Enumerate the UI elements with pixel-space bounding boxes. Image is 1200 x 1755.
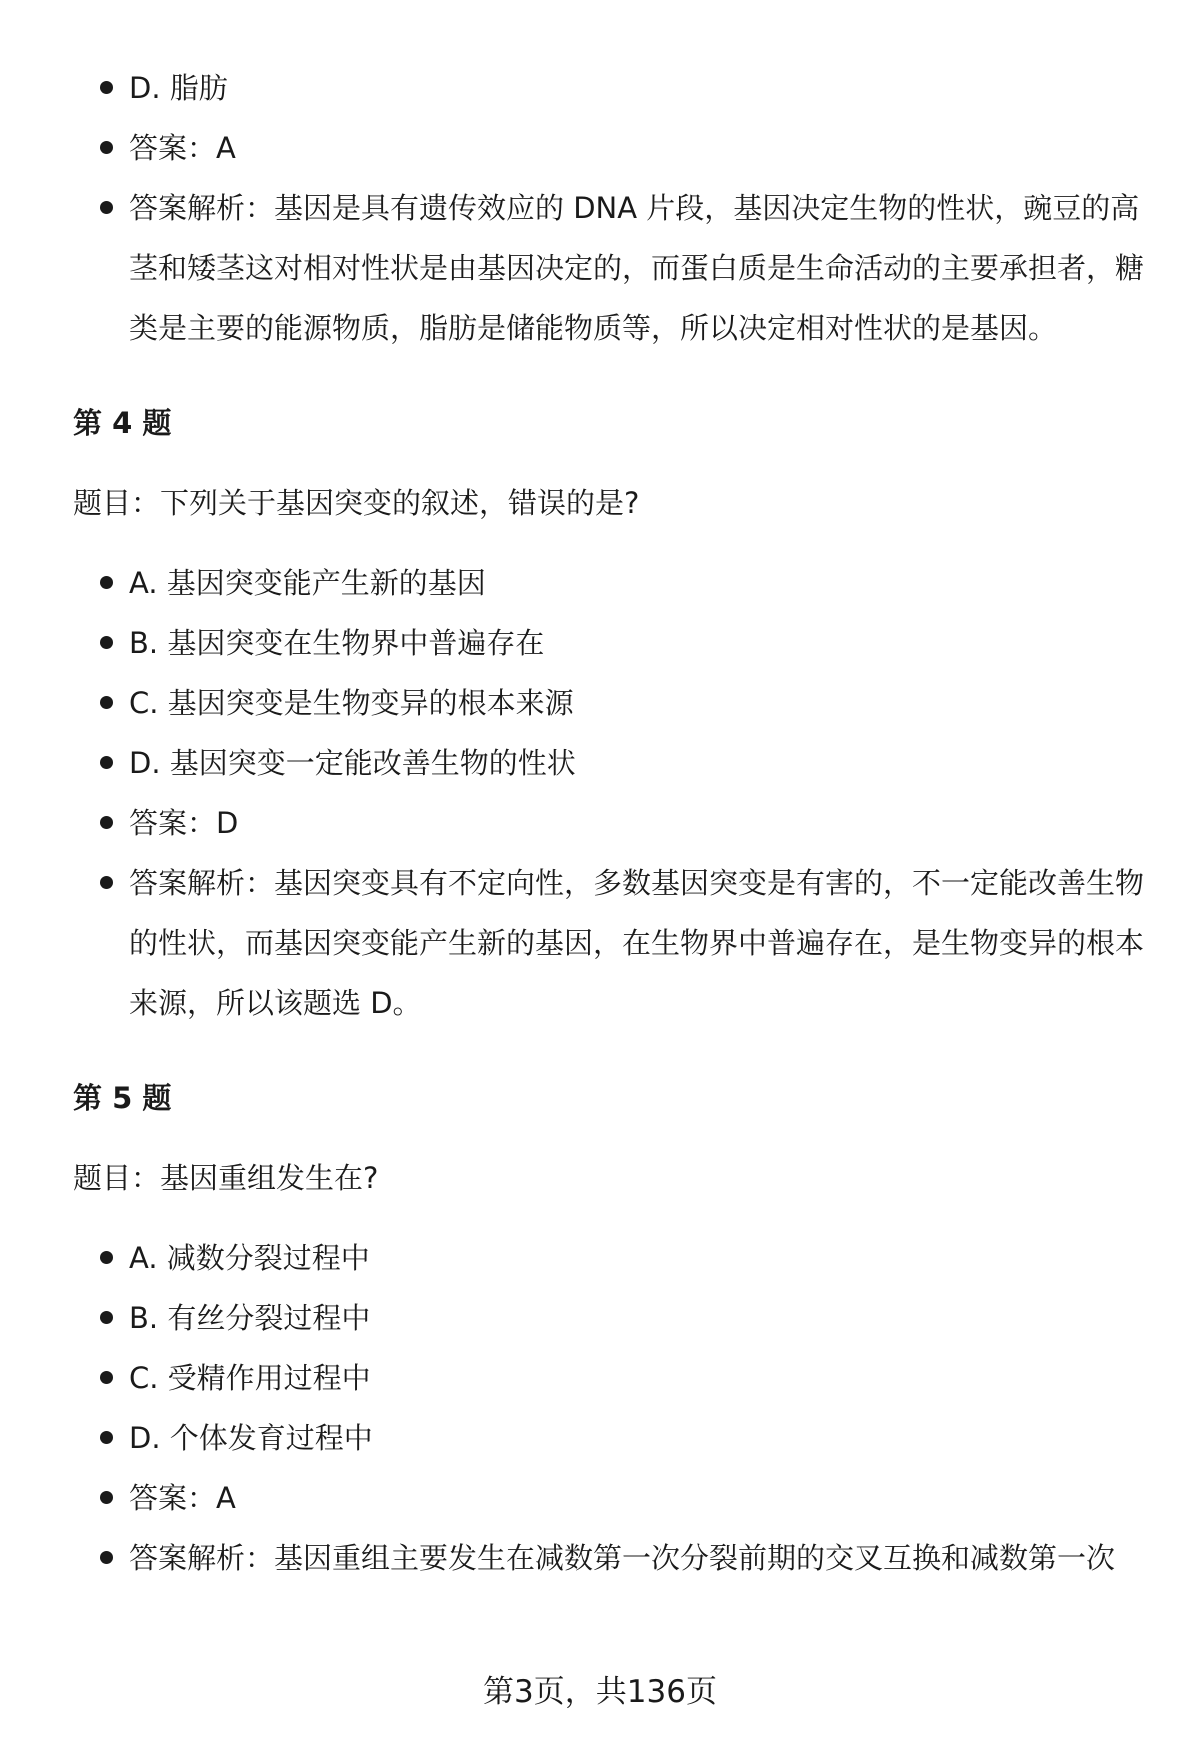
option-c: C. 受精作用过程中 bbox=[73, 1348, 1153, 1408]
answer: 答案：A bbox=[73, 1468, 1153, 1528]
page-number: 第3页，共136页 bbox=[483, 1674, 717, 1710]
question-heading: 第 4 题 bbox=[73, 406, 172, 440]
question-4-list bbox=[73, 553, 1153, 1033]
answer: 答案：D bbox=[73, 793, 1153, 853]
option-a: A. 基因突变能产生新的基因 bbox=[73, 553, 1153, 613]
answer-explanation: 答案解析：基因是具有遗传效应的 DNA 片段，基因决定生物的性状，豌豆的高茎和矮茎这对相对性状是由基因决定的，而蛋白质是生命活动的主要承担者，糖类是主要的能源物质，脂肪是储能物质等，所以决定相对性状的是基因。 bbox=[73, 178, 1153, 358]
option-c: C. 基因突变是生物变异的根本来源 bbox=[73, 673, 1153, 733]
option-b: B. 基因突变在生物界中普遍存在 bbox=[73, 613, 1153, 673]
question-stem: 题目：基因重组发生在? bbox=[73, 1161, 379, 1195]
prev-question-list bbox=[73, 58, 1153, 358]
question-4 bbox=[73, 403, 1153, 1033]
option-b: B. 有丝分裂过程中 bbox=[73, 1288, 1153, 1348]
question-5-list bbox=[73, 1228, 1153, 1588]
answer: 答案：A bbox=[73, 118, 1153, 178]
option-a: A. 减数分裂过程中 bbox=[73, 1228, 1153, 1288]
question-5 bbox=[73, 1078, 1153, 1588]
option-d: D. 基因突变一定能改善生物的性状 bbox=[73, 733, 1153, 793]
question-heading: 第 5 题 bbox=[73, 1081, 172, 1115]
answer-explanation: 答案解析：基因突变具有不定向性，多数基因突变是有害的，不一定能改善生物的性状，而基因突变能产生新的基因，在生物界中普遍存在，是生物变异的根本来源，所以该题选 D。 bbox=[73, 853, 1153, 1033]
option-d: D. 个体发育过程中 bbox=[73, 1408, 1153, 1468]
page-content bbox=[73, 58, 1153, 1588]
option-d: D. 脂肪 bbox=[73, 58, 1153, 118]
question-stem: 题目：下列关于基因突变的叙述，错误的是? bbox=[73, 486, 640, 520]
answer-explanation: 答案解析：基因重组主要发生在减数第一次分裂前期的交叉互换和减数第一次 bbox=[73, 1528, 1153, 1588]
